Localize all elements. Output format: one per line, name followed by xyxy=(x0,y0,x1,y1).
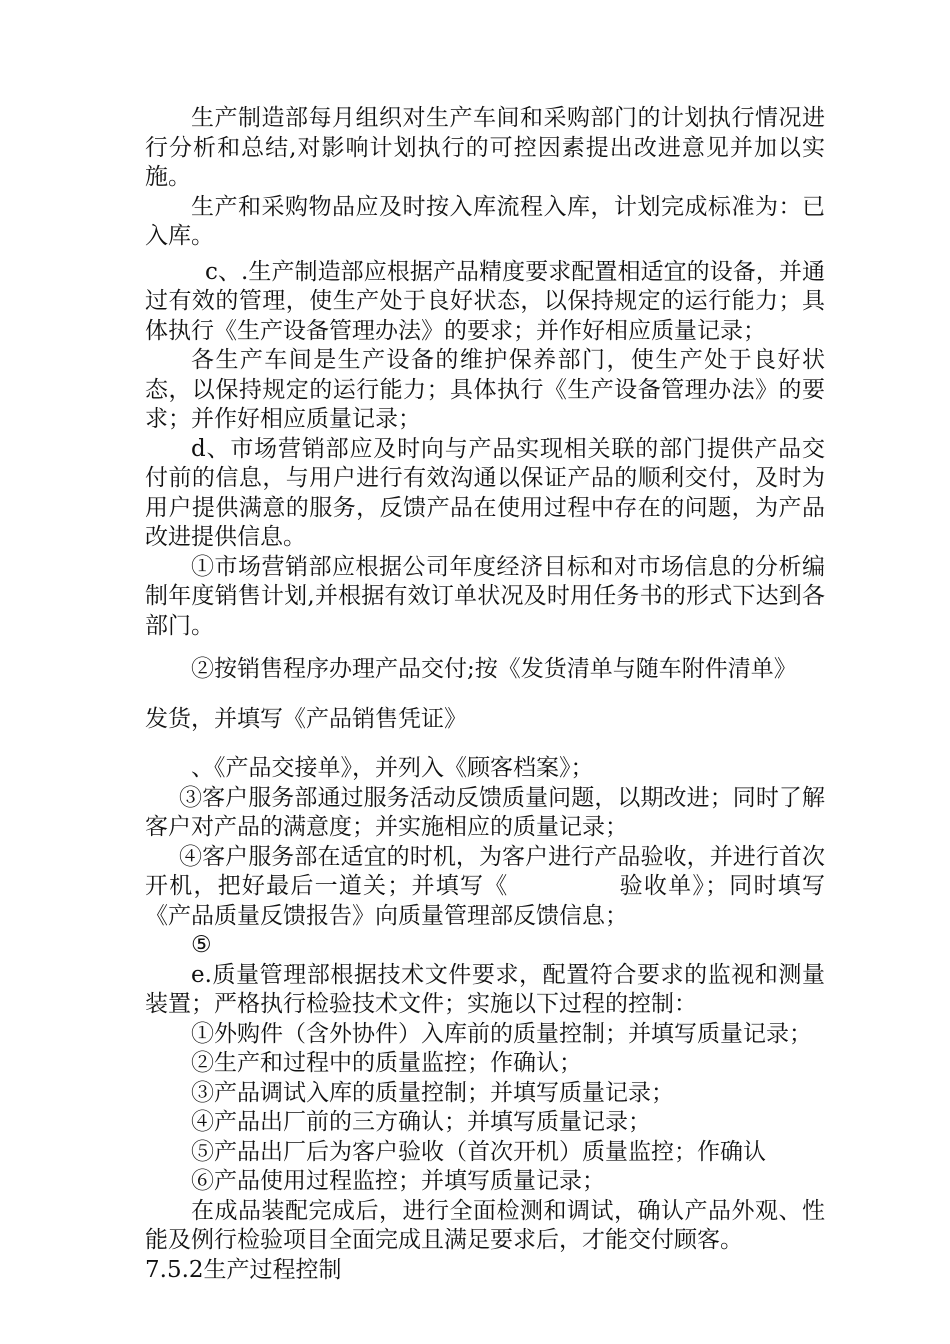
acceptance-text-end: 验收单》；同时填写《产品质量反馈报告》向质量管理部反馈信息； xyxy=(145,873,826,929)
document-page xyxy=(145,104,825,1285)
paragraph-acceptance xyxy=(145,843,825,932)
list-item-6: ⑥产品使用过程监控；并填写质量记录； xyxy=(191,1168,605,1194)
paragraph-e-quality: e.质量管理部根据技术文件要求，配置符合要求的监视和测量装置；严格执行检验技术文件；实施以下过程的控制： xyxy=(145,961,825,1017)
section-heading: 7.5.2生产过程控制 xyxy=(145,1256,342,1283)
list-item-1: ①外购件（含外协件）入库前的质量控制；并填写质量记录； xyxy=(191,1020,812,1047)
paragraph-customer-service: ③客户服务部通过服务活动反馈质量问题，以期改进；同时了解客户对产品的满意度；并实施相应的质量记录； xyxy=(145,784,825,840)
paragraph-delivery-cont: 发货，并填写《产品销售凭证》 xyxy=(145,705,467,732)
paragraph-sales-plan: ①市场营销部应根据公司年度经济目标和对市场信息的分析编制年度销售计划,并根据有效订单状况及时用任务书的形式下达到各部门。 xyxy=(145,553,825,639)
acceptance-text-start: ④客户服务部在适宜的时机，为客户进行产品验收，并进行首次开机，把好最后一道关；并填写《 xyxy=(145,843,825,899)
paragraph-c-equipment: c、.生产制造部应根据产品精度要求配置相适宜的设备，并通过有效的管理，使生产处于良好状态，以保持规定的运行能力；具体执行《生产设备管理办法》的要求；并作好相应质量记录； xyxy=(145,258,825,344)
paragraph-d-marketing: d、市场营销部应及时向与产品实现相关联的部门提供产品交付前的信息，与用户进行有效沟通以保证产品的顺利交付，及时为用户提供满意的服务，反馈产品在使用过程中存在的问题，为产品改进提供信息。 xyxy=(145,435,825,550)
list-item-3: ③产品调试入库的质量控制；并填写质量记录； xyxy=(191,1079,674,1106)
paragraph-handover: 、《产品交接单》，并列入《顾客档案》； xyxy=(191,755,594,781)
list-item-4: ④产品出厂前的三方确认；并填写质量记录； xyxy=(191,1109,651,1135)
list-item-2: ②生产和过程中的质量监控；作确认； xyxy=(191,1050,582,1076)
paragraph-plan-review: 生产制造部每月组织对生产车间和采购部门的计划执行情况进行分析和总结,对影响计划执行的可控因素提出改进意见并加以实施。 xyxy=(145,105,825,190)
paragraph-workshop-maintenance: 各生产车间是生产设备的维护保养部门，使生产处于良好状态，以保持规定的运行能力；具体执行《生产设备管理办法》的要求；并作好相应质量记录； xyxy=(145,347,825,432)
paragraph-delivery: ②按销售程序办理产品交付;按《发货清单与随车附件清单》 xyxy=(191,656,797,682)
paragraph-warehousing: 生产和采购物品应及时按入库流程入库，计划完成标准为：已入库。 xyxy=(145,193,825,249)
list-item-5: ⑤产品出厂后为客户验收（首次开机）质量监控；作确认 xyxy=(191,1138,766,1165)
paragraph-item-5: ⑤ xyxy=(191,932,212,958)
paragraph-final-inspection: 在成品装配完成后，进行全面检测和调试，确认产品外观、性能及例行检验项目全面完成且满足要求后，才能交付顾客。 xyxy=(145,1197,825,1253)
